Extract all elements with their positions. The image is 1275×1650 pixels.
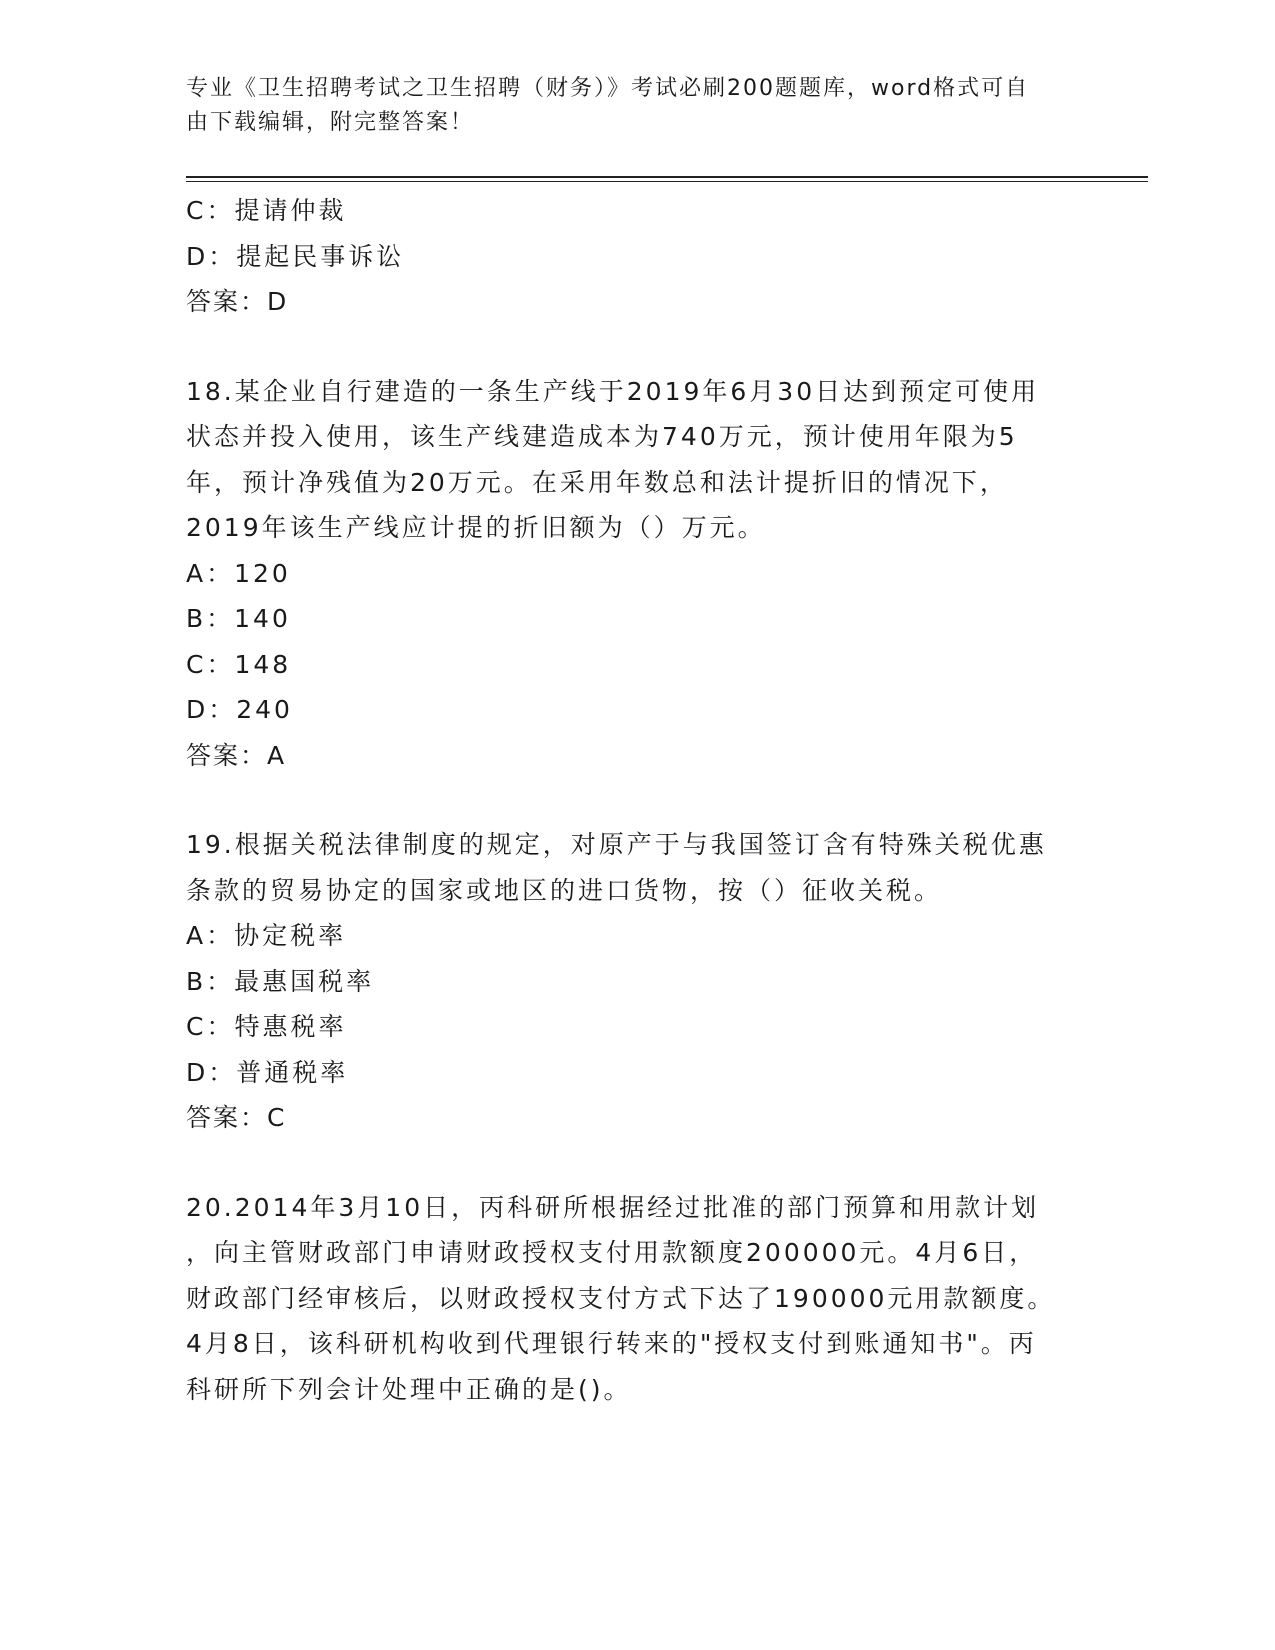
question-text-line: 19.根据关税法律制度的规定，对原产于与我国签订含有特殊关税优惠 <box>186 830 1047 859</box>
option-b: B：最惠国税率 <box>186 966 375 996</box>
question-18 <box>186 369 1086 779</box>
question-text-line: 2019年该生产线应计提的折旧额为（）万元。 <box>186 513 766 542</box>
question-text-line: 18.某企业自行建造的一条生产线于2019年6月30日达到预定可使用 <box>186 376 1040 406</box>
question-text-line: 年，预计净残值为20万元。在采用年数总和法计提折旧的情况下， <box>186 467 1008 497</box>
question-17-tail <box>186 188 1086 325</box>
option-c: C：特惠税率 <box>186 1012 347 1041</box>
question-text-line: 20.2014年3月10日，丙科研所根据经过批准的部门预算和用款计划 <box>186 1192 1040 1222</box>
question-text-line: 状态并投入使用，该生产线建造成本为740万元，预计使用年限为5 <box>186 422 1018 451</box>
option-b: B：140 <box>186 604 291 633</box>
option-c: C：148 <box>186 649 292 679</box>
spacer <box>186 325 1086 369</box>
spacer <box>186 1141 1086 1185</box>
document-body <box>186 188 1086 1412</box>
header-divider-thin <box>186 181 1148 182</box>
header-line-1: 专业《卫生招聘考试之卫生招聘（财务）》考试必刷200题题库，word格式可自 <box>186 76 1030 101</box>
question-20 <box>186 1185 1086 1413</box>
option-d: D：普通税率 <box>186 1057 349 1087</box>
answer: 答案：D <box>186 287 289 316</box>
option-d: D：240 <box>186 695 293 724</box>
header-line-2: 由下载编辑，附完整答案！ <box>186 110 475 135</box>
option-d: D：提起民事诉讼 <box>186 241 405 271</box>
question-text-line: 4月8日，该科研机构收到代理银行转来的"授权支付到账通知书"。丙 <box>186 1329 1037 1358</box>
document-header <box>186 72 1066 140</box>
header-divider <box>186 176 1148 178</box>
question-text-line: 科研所下列会计处理中正确的是()。 <box>186 1374 632 1404</box>
answer: 答案：C <box>186 1103 287 1132</box>
option-c: C：提请仲裁 <box>186 196 347 225</box>
spacer <box>186 778 1086 822</box>
question-text-line: ，向主管财政部门申请财政授权支付用款额度200000元。4月6日， <box>186 1238 1038 1267</box>
answer: 答案：A <box>186 740 287 770</box>
question-text-line: 财政部门经审核后，以财政授权支付方式下达了190000元用款额度。 <box>186 1283 1056 1313</box>
option-a: A：协定税率 <box>186 921 347 950</box>
option-a: A：120 <box>186 558 291 588</box>
question-19 <box>186 822 1086 1141</box>
question-text-line: 条款的贸易协定的国家或地区的进口货物，按（）征收关税。 <box>186 875 943 905</box>
